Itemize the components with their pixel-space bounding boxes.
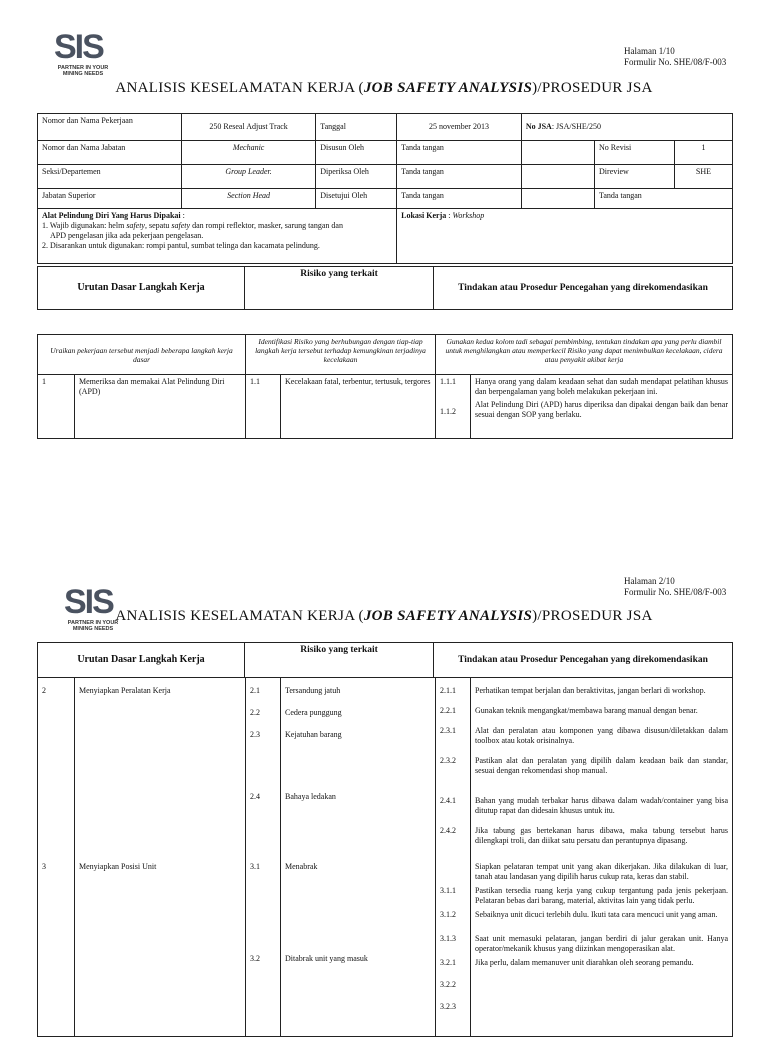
form-number: Formulir No. SHE/08/F-003 xyxy=(624,587,727,597)
page-info-2 xyxy=(624,576,726,598)
guide-col1: Uraikan pekerjaan tersebut menjadi beberapa langkah kerja dasar xyxy=(38,335,246,375)
form-number: Formulir No. SHE/08/F-003 xyxy=(624,57,727,67)
label-jabatan: Nomor dan Nama Jabatan xyxy=(38,141,182,165)
apd-requirements: Alat Pelindung Diri Yang Harus Dipakai : 1. Wajib digunakan: helm safety, sepatu safety dan rompi reflektor, masker, sarung tangan dan APD pengelasan jika ada pekerjaan pengelasan. 2. Disarankan untuk digunakan: rompi pantul, sumbat telinga dan kacamata pelindung. xyxy=(38,209,397,264)
label-revisi: No Revisi xyxy=(595,141,675,165)
blank-cell xyxy=(521,189,594,209)
blank-cell xyxy=(521,165,594,189)
risk-numbers: 2.1 2.2 2.3 2.4 3.1 3.2 xyxy=(246,678,281,1037)
jsa-steps-table-page2 xyxy=(37,677,733,1037)
label-nomor-pekerjaan: Nomor dan Nama Pekerjaan xyxy=(38,114,182,141)
value-jabatan: Mechanic xyxy=(181,141,315,165)
jsa-info-table xyxy=(37,113,733,264)
document-title: ANALISIS KESELAMATAN KERJA (JOB SAFETY ANALYSIS)/PROSEDUR JSA xyxy=(115,80,653,96)
header-urutan: Urutan Dasar Langkah Kerja xyxy=(38,643,245,678)
jsa-column-headers xyxy=(37,266,733,310)
document-title-page2: ANALISIS KESELAMATAN KERJA (JOB SAFETY ANALYSIS)/PROSEDUR JSA xyxy=(115,608,653,624)
jsa-column-headers-page2 xyxy=(37,642,733,678)
logo-tagline: PARTNER IN YOUR MINING NEEDS xyxy=(57,65,109,77)
risk-number: 1.1 xyxy=(246,375,281,439)
label-tanggal: Tanggal xyxy=(316,114,397,141)
work-location: Lokasi Kerja : Workshop xyxy=(397,209,733,264)
risk-descriptions: Tersandung jatuh Cedera punggung Kejatuhan barang Bahaya ledakan Menabrak Ditabrak unit yang masuk xyxy=(281,678,436,1037)
label-disusun: Disusun Oleh xyxy=(316,141,397,165)
signature-field-4: Tanda tangan xyxy=(595,189,733,209)
guide-col3: Gunakan kedua kolom tadi sebagai pembimbing, tentukan tindakan apa yang perlu diambil untuk menghilangkan atau memperkecil Risiko yang dapat menimbulkan kecelakaan, cidera atau penyakit akibat kerja xyxy=(436,335,733,375)
header-risiko: Risiko yang terkait xyxy=(245,267,434,310)
page-number: Halaman 1/10 xyxy=(624,46,675,56)
value-nomor-pekerjaan: 250 Reseal Adjust Track xyxy=(181,114,315,141)
action-numbers: 1.1.1 1.1.2 xyxy=(436,375,471,439)
label-seksi: Seksi/Departemen xyxy=(38,165,182,189)
action-descriptions: Hanya orang yang dalam keadaan sehat dan sudah mendapat pelatihan khusus dan berpengalaman yang boleh melakukan pekerjaan ini. Alat Pelindung Diri (APD) harus diperiksa dan dipakai dengan baik dan benar sesuai dengan SOP yang berlaku. xyxy=(471,375,733,439)
apd-title: Alat Pelindung Diri Yang Harus Dipakai xyxy=(42,211,181,220)
risk-description: Kecelakaan fatal, terbentur, tertusuk, tergores xyxy=(281,375,436,439)
step-description: Memeriksa dan memakai Alat Pelindung Diri (APD) xyxy=(75,375,246,439)
value-seksi: Group Leader. xyxy=(181,165,315,189)
label-direview: Direview xyxy=(595,165,675,189)
logo-mark: SIS xyxy=(64,583,113,621)
step-numbers: 2 3 xyxy=(38,678,75,1037)
action-numbers: 2.1.1 2.2.1 2.3.1 2.3.2 2.4.1 2.4.2 3.1.1 3.1.2 3.1.3 3.2.1 3.2.2 3.2.3 xyxy=(436,678,471,1037)
step-descriptions: Menyiapkan Peralatan Kerja Menyiapkan Posisi Unit xyxy=(75,678,246,1037)
value-direview: SHE xyxy=(674,165,732,189)
header-risiko: Risiko yang terkait xyxy=(245,643,434,678)
label-superior: Jabatan Superior xyxy=(38,189,182,209)
signature-field-1: Tanda tangan xyxy=(397,141,522,165)
signature-field-3: Tanda tangan xyxy=(397,189,522,209)
header-tindakan: Tindakan atau Prosedur Pencegahan yang direkomendasikan xyxy=(434,643,733,678)
jsa-steps-table-page1 xyxy=(37,334,733,439)
logo-tagline: PARTNER IN YOUR MINING NEEDS xyxy=(67,620,119,632)
header-tindakan: Tindakan atau Prosedur Pencegahan yang direkomendasikan xyxy=(434,267,733,310)
logo-mark: SIS xyxy=(54,28,103,66)
value-tanggal: 25 november 2013 xyxy=(397,114,522,141)
guide-col2: Identifikasi Risiko yang berhubungan dengan tiap-tiap langkah kerja tersebut terhadap kemungkinan terjadinya kecelakaan xyxy=(246,335,436,375)
page-info xyxy=(624,46,726,68)
no-jsa: No JSA: JSA/SHE/250 xyxy=(521,114,732,141)
header-urutan: Urutan Dasar Langkah Kerja xyxy=(38,267,245,310)
value-revisi: 1 xyxy=(674,141,732,165)
signature-field-2: Tanda tangan xyxy=(397,165,522,189)
blank-cell xyxy=(521,141,594,165)
page-number: Halaman 2/10 xyxy=(624,576,675,586)
value-superior: Section Head xyxy=(181,189,315,209)
action-descriptions: Perhatikan tempat berjalan dan beraktivitas, jangan berlari di workshop. Gunakan teknik mengangkat/membawa barang manual dengan benar. Alat dan peralatan atau komponen yang dibawa disusun/diletakkan dalam toolbox atau kotak orisinalnya. Pastikan alat dan peralatan yang dipilih dalam keadaan baik dan standar, sesuai dengan rekomendasi shop manual. Bahan yang mudah terbakar harus dibawa dalam wadah/container yang bisa ditutup rapat dan didesain khusus untuk itu. Jika tabung gas bertekanan harus dibawa, maka tabung tersebut harus dilengkapi troli, dan diikat satu persatu dan perantupnya dipasang. Siapkan pelataran tempat unit yang akan dikerjakan. Jika dilakukan di luar, tanah atau landasan yang dipilih harus cukup rata, keras dan stabil. Pastikan tersedia ruang kerja yang cukup tergantung pada jenis pekerjaan. Pelataran bebas dari barang, material, aktivitas lain yang tidak perlu. Sebaiknya unit dicuci terlebih dulu. Ikuti tata cara mencuci unit yang aman. Saat unit memasuki pelataran, jangan berdiri di jalur gerakan unit. Hanya operator/mekanik khusus yang diizinkan mengoperasikan alat. Jika perlu, dalam memanuver unit diarahkan oleh seorang pemandu. xyxy=(471,678,733,1037)
label-disetujui: Disetujui Oleh xyxy=(316,189,397,209)
step-number: 1 xyxy=(38,375,75,439)
label-diperiksa: Diperiksa Oleh xyxy=(316,165,397,189)
